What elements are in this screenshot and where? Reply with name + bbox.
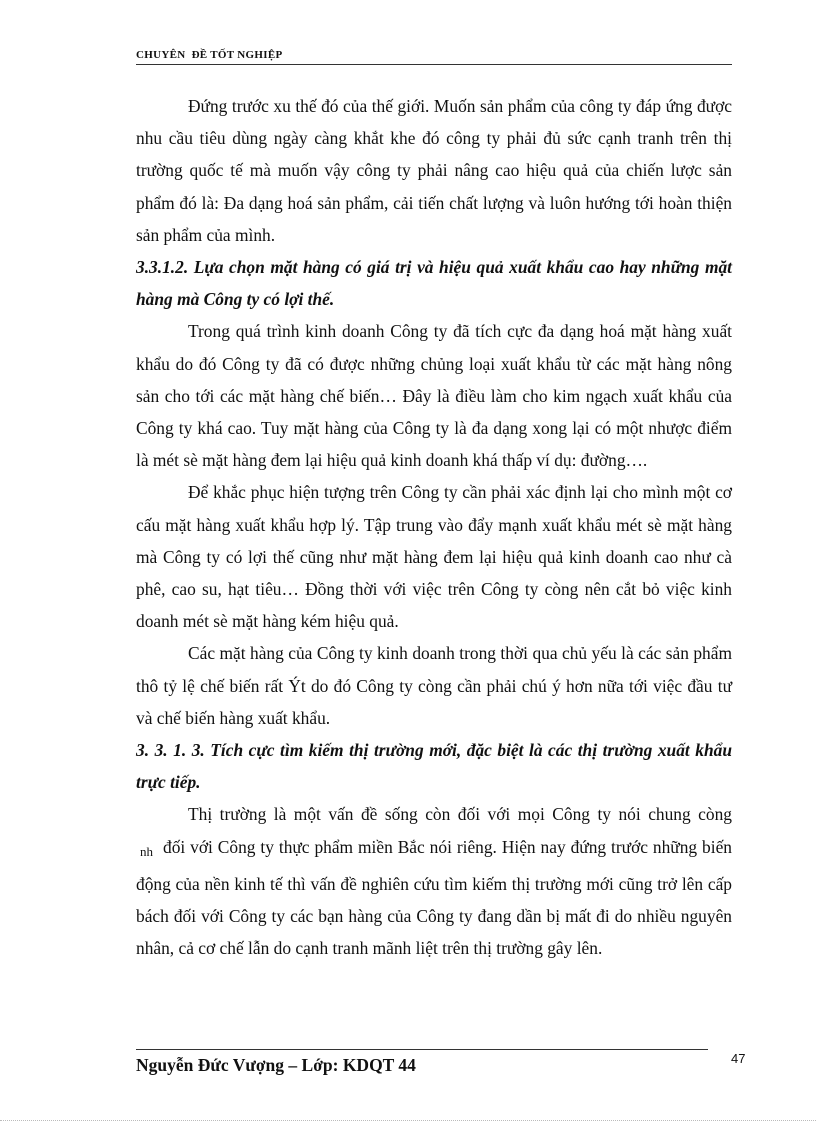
header-title: CHUYÊN ĐỀ TỐT NGHIỆP (136, 49, 283, 61)
paragraph-5-start: Thị trường là một vấn đề sống còn đối với mọi Công ty nói chung còng (188, 804, 732, 825)
paragraph-2: Trong quá trình kinh doanh Công ty đã tích cực đa dạng hoá mặt hàng xuất khẩu do đó Công ty đã có được những chủng loại xuất khẩu từ các mặt hàng nông sản cho tới các mặt hàng chế biến… Đây là điều làm cho kim ngạch xuất khẩu của Công ty khá cao. Tuy mặt hàng của Công ty là đa dạng xong lại có một nhược điểm là mét sè mặt hàng đem lại hiệu quả kinh doanh khá thấp ví dụ: đường…. (136, 321, 732, 471)
header-rule (136, 64, 732, 65)
paragraph-3: Để khắc phục hiện tượng trên Công ty cần phải xác định lại cho mình một cơ cấu mặt hàng xuất khẩu hợp lý. Tập trung vào đẩy mạnh xuất khẩu mét sè mặt hàng mà Công ty có lợi thế cũng như mặt hàng đem lại hiệu quả kinh doanh cao như cà phê, cao su, hạt tiêu… Đồng thời với việc trên Công ty còng nên cắt bỏ việc kinh doanh mét sè mặt hàng kém hiệu quả. (136, 482, 732, 632)
paragraph-4: Các mặt hàng của Công ty kinh doanh trong thời qua chủ yếu là các sản phẩm thô tỷ lệ chế biến rất Ýt do đó Công ty còng cần phải chú ý hơn nữa tới việc đầu tư và chế biến hàng xuất khẩu. (136, 643, 732, 728)
document-body (136, 90, 732, 964)
paragraph-5-small-text: nh (140, 843, 153, 859)
section-heading-3-3-1-3: 3. 3. 1. 3. Tích cực tìm kiếm thị trường mới, đặc biệt là các thị trường xuất khẩu trực tiếp. (136, 740, 732, 793)
page-header (136, 48, 732, 62)
section-heading-3-3-1-2: 3.3.1.2. Lựa chọn mặt hàng có giá trị và hiệu quả xuất khẩu cao hay những mặt hàng mà Công ty có lợi thế. (136, 257, 732, 310)
paragraph-1: Đứng trước xu thế đó của thế giới. Muốn sản phẩm của công ty đáp ứng được nhu cầu tiêu dùng ngày càng khắt khe đó công ty phải đủ sức cạnh tranh trên thị trường quốc tế mà muốn vậy công ty phải nâng cao hiệu quả của chiến lược sản phẩm đó là: Đa dạng hoá sản phẩm, cải tiến chất lượng và luôn hướng tới hoàn thiện sản phẩm của mình. (136, 96, 732, 245)
paragraph-5-rest: đối với Công ty thực phẩm miền Bắc nói riêng. Hiện nay đứng trước những biến động của nền kinh tế thì vấn đề nghiên cứu tìm kiếm thị trường mới cũng trở lên cấp bách đối với Công ty các bạn hàng của Công ty đang dần bị mất đi do nhiều nguyên nhân, cả cơ chế lẫn do cạnh tranh mãnh liệt trên thị trường gây lên. (136, 836, 732, 959)
page-bottom-dotted-border (0, 1120, 816, 1121)
footer-rule (136, 1049, 708, 1050)
page-number: 47 (731, 1051, 746, 1066)
footer-author: Nguyễn Đức Vượng – Lớp: KDQT 44 (136, 1055, 416, 1075)
paragraph-5 (136, 798, 732, 964)
